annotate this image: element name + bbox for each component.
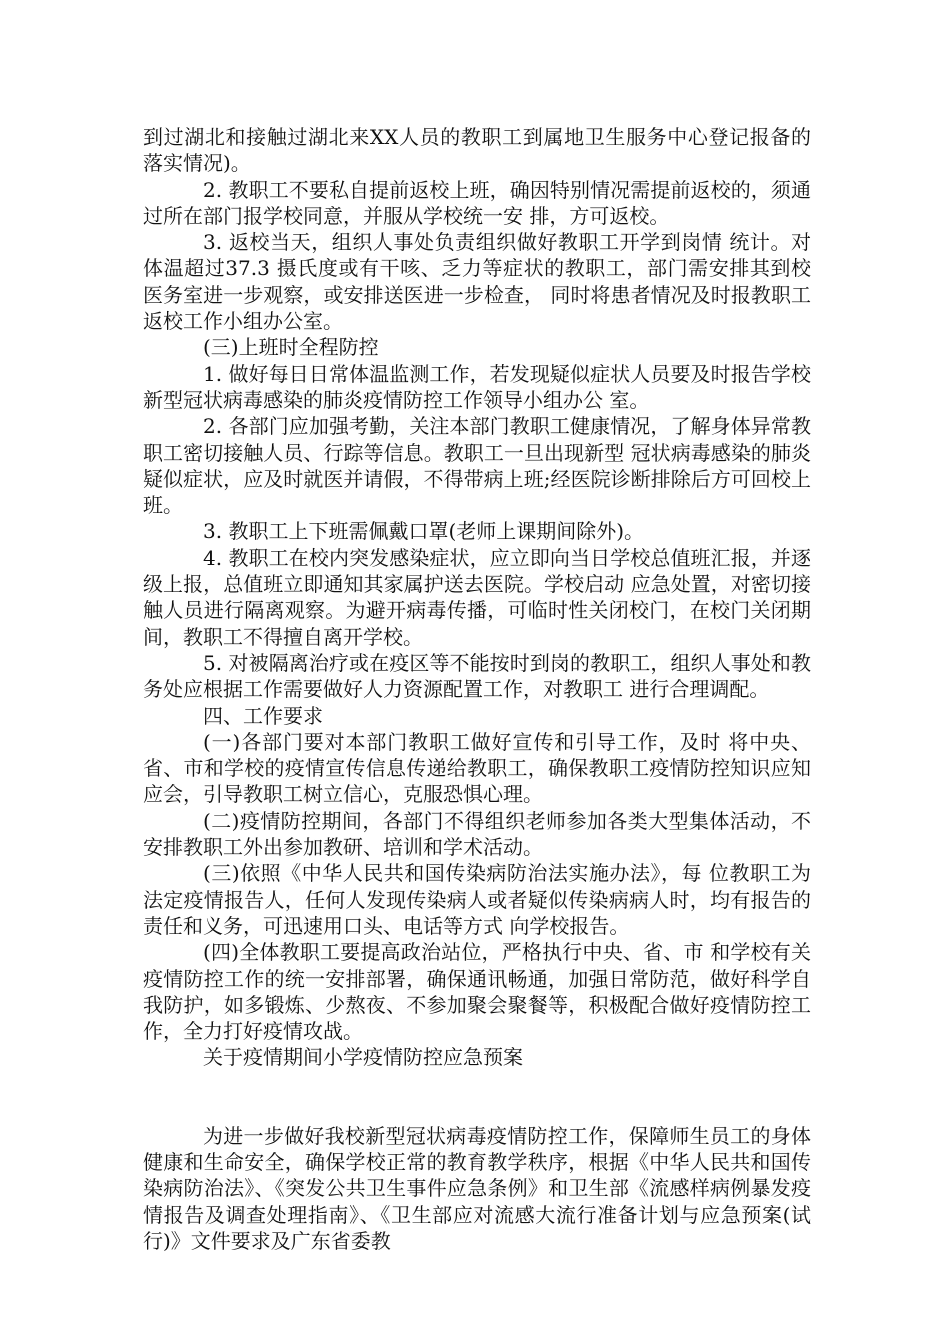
paragraph-item-2: 2. 教职工不要私自提前返校上班，确因特别情况需提前返校的，须通过所在部门报学校同意，并服从学校统一安 排，方可返校。 — [143, 177, 811, 228]
section-heading-3: (三)上班时全程防控 — [203, 335, 379, 360]
paragraph-section3-item-1: 1. 做好每日日常体温监测工作，若发现疑似症状人员要及时报告学校新型冠状病毒感染的肺炎疫情防控工作领导小组办公 室。 — [143, 361, 811, 412]
paragraph-section3-item-3: 3. 教职工上下班需佩戴口罩(老师上课期间除外)。 — [203, 519, 645, 544]
paragraph-section3-item-2: 2. 各部门应加强考勤，关注本部门教职工健康情况，了解身体异常教职工密切接触人员、行踪等信息。教职工一旦出现新型 冠状病毒感染的肺炎疑似症状，应及时就医并请假，不得带病上班;经医院诊断排除后方可回校上班。 — [143, 414, 811, 518]
paragraph-requirement-4: (四)全体教职工要提高政治站位，严格执行中央、省、市 和学校有关疫情防控工作的统一安排部署，确保通讯畅通，加强日常防范，做好科学自我防护，如多锻炼、少熬夜、不参加聚会聚餐等，积极配合做好疫情防控工作，全力打好疫情攻战。 — [143, 940, 811, 1044]
paragraph-requirement-1: (一)各部门要对本部门教职工做好宣传和引导工作，及时 将中央、省、市和学校的疫情宣传信息传递给教职工，确保教职工疫情防控知识应知应会，引导教职工树立信心，克服恐惧心理。 — [143, 729, 811, 807]
paragraph-requirement-2: (二)疫情防控期间，各部门不得组织老师参加各类大型集体活动，不安排教职工外出参加教研、培训和学术活动。 — [143, 808, 811, 860]
section-heading-4: 四、工作要求 — [203, 703, 323, 728]
blank-spacer — [143, 1071, 811, 1123]
document-body — [143, 124, 811, 1254]
document-title: 关于疫情期间小学疫情防控应急预案 — [203, 1045, 523, 1070]
paragraph-continuation: 到过湖北和接触过湖北来XX人员的教职工到属地卫生服务中心登记报备的落实情况)。 — [143, 125, 811, 176]
paragraph-requirement-3: (三)依照《中华人民共和国传染病防治法实施办法》，每 位教职工为法定疫情报告人，任何人发现传染病人或者疑似传染病病人时，均有报告的责任和义务，可迅速用口头、电话等方式 向学校报告。 — [143, 861, 811, 938]
paragraph-item-3: 3. 返校当天，组织人事处负责组织做好教职工开学到岗情 统计。对体温超过37.3 摄氏度或有干咳、乏力等症状的教职工，部门需安排其到校医务室进一步观察，或安排送医进一步检查， 同时将患者情况及时报教职工返校工作小组办公室。 — [143, 230, 811, 334]
paragraph-intro: 为进一步做好我校新型冠状病毒疫情防控工作，保障师生员工的身体健康和生命安全，确保学校正常的教育教学秩序，根据《中华人民共和国传染病防治法》、《突发公共卫生事件应急条例》和卫生部《流感样病例暴发疫情报告及调查处理指南》、《卫生部应对流感大流行准备计划与应急预案(试行)》文件要求及广东省委教 — [143, 1123, 811, 1253]
paragraph-section3-item-4: 4. 教职工在校内突发感染症状，应立即向当日学校总值班汇报，并逐级上报，总值班立即通知其家属护送去医院。学校启动 应急处置，对密切接触人员进行隔离观察。为避开病毒传播，可临时性关闭校门，在校门关闭期间，教职工不得擅自离开学校。 — [143, 545, 811, 649]
paragraph-section3-item-5: 5. 对被隔离治疗或在疫区等不能按时到岗的教职工，组织人事处和教务处应根据工作需要做好人力资源配置工作，对教职工 进行合理调配。 — [143, 650, 811, 702]
